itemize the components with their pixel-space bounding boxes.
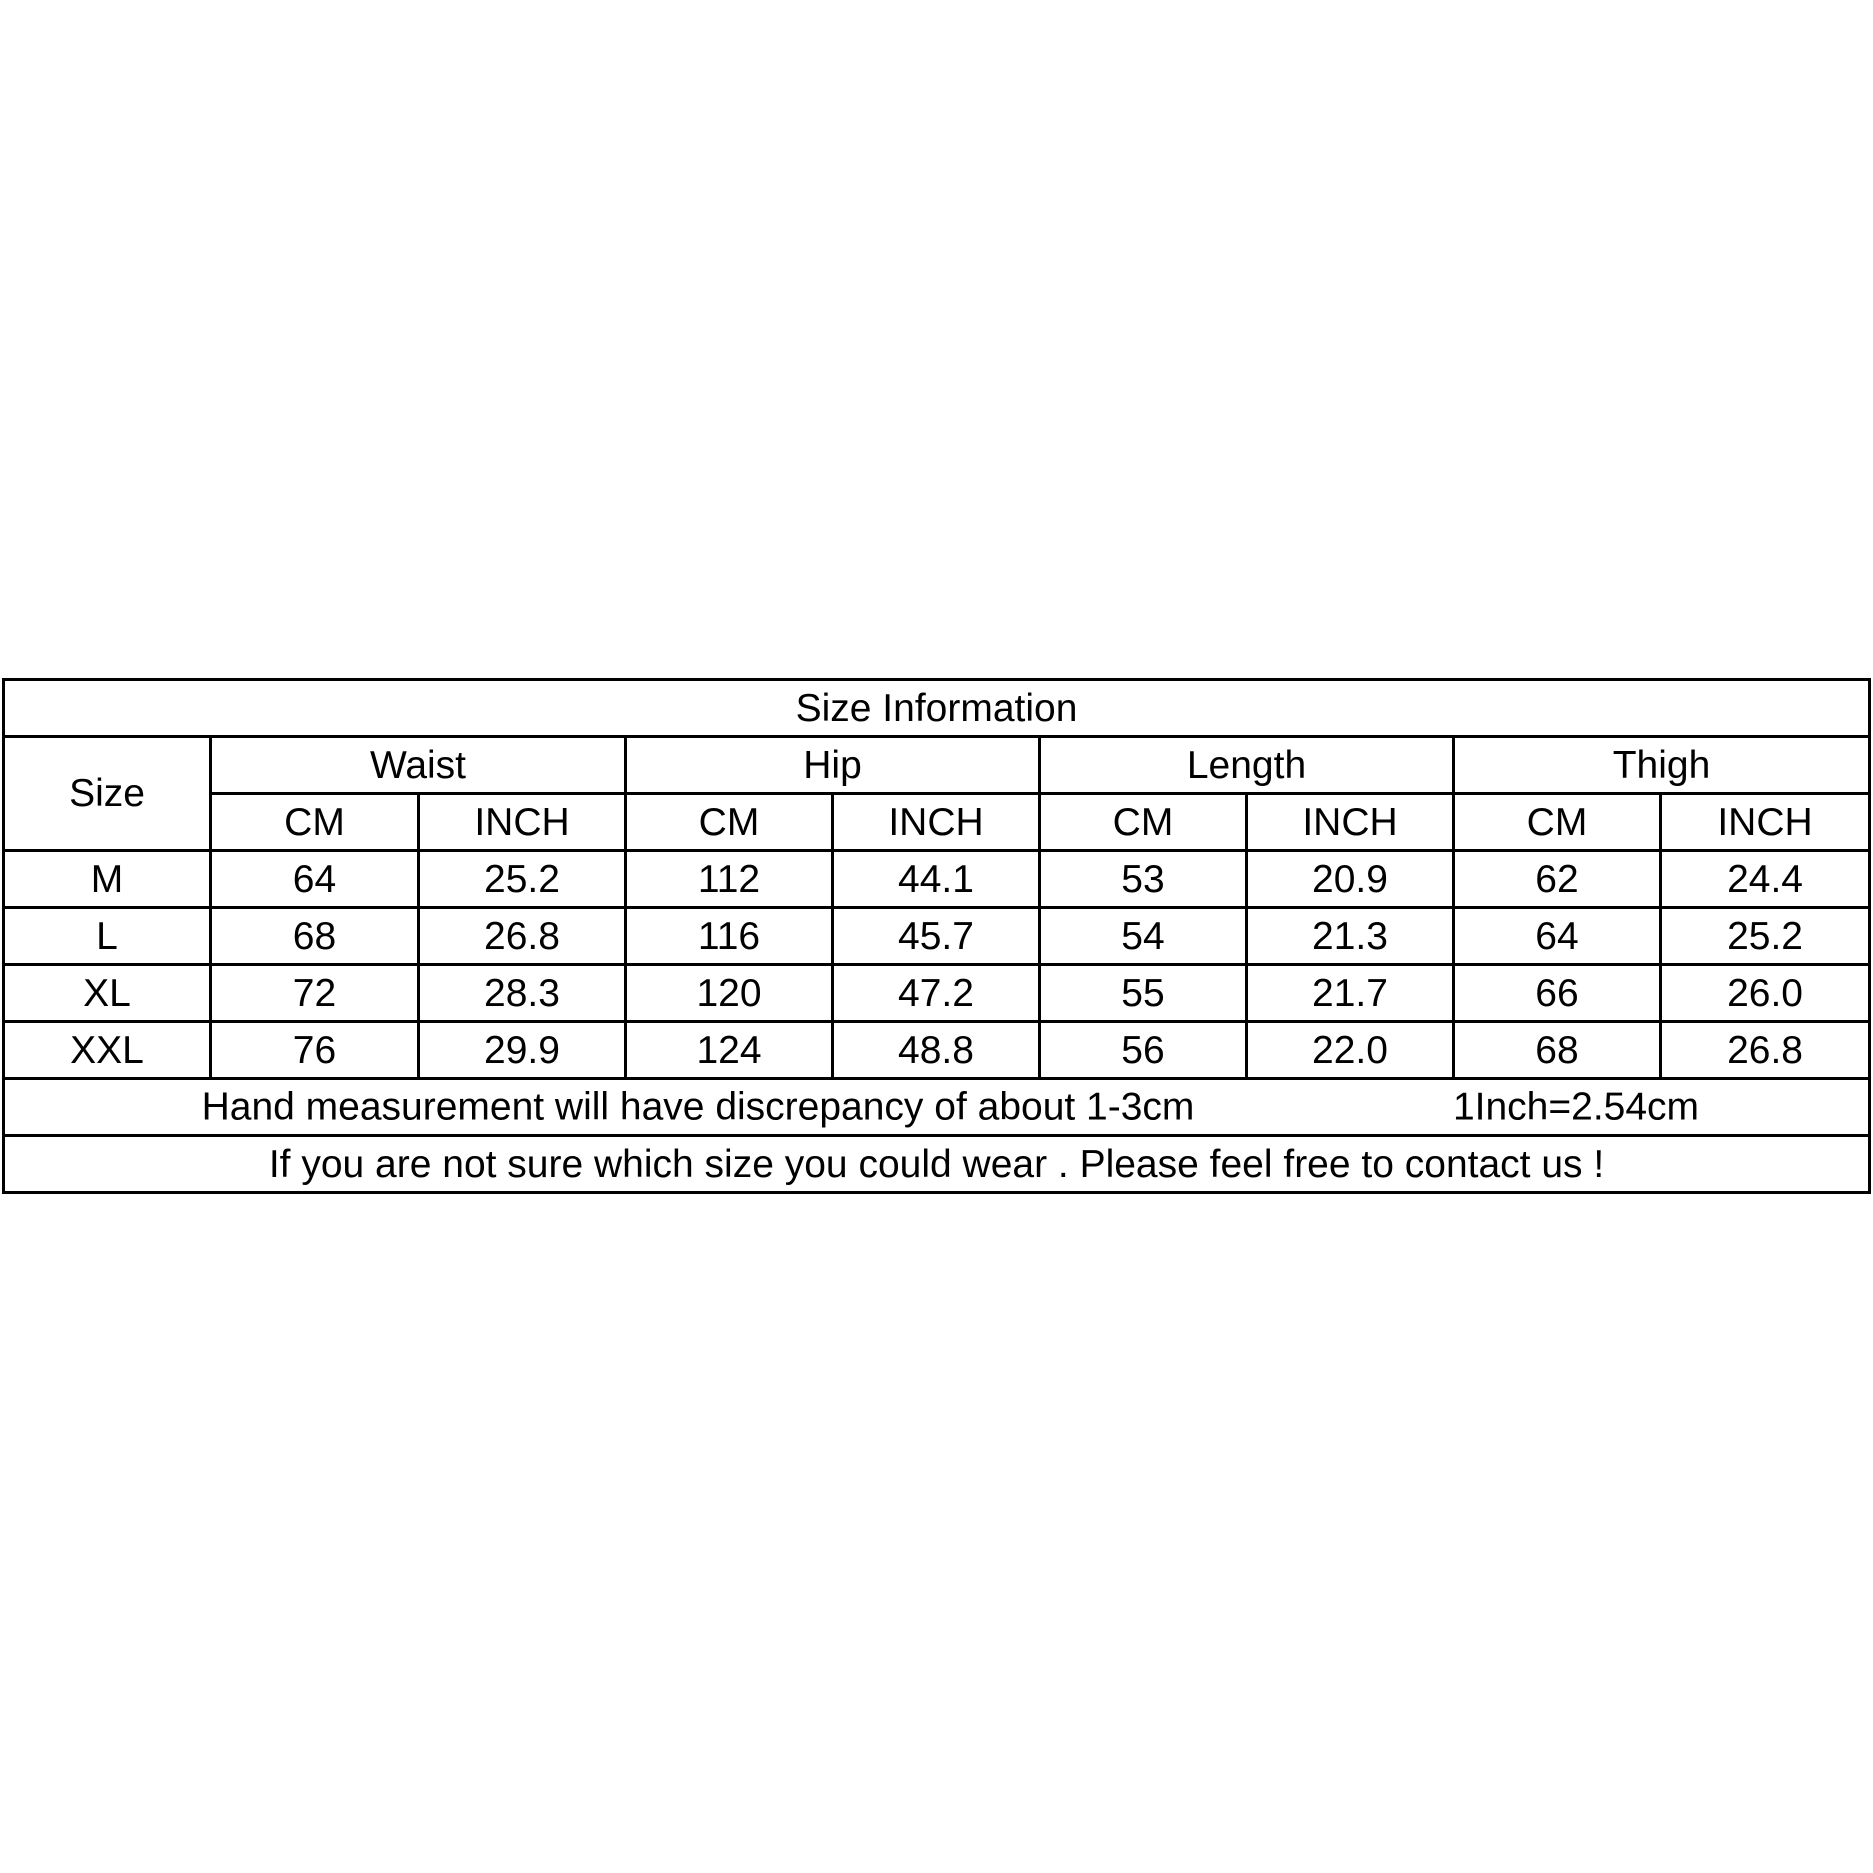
value-cell: 29.9: [419, 1022, 626, 1079]
value-cell: 44.1: [833, 851, 1040, 908]
value-cell: 47.2: [833, 965, 1040, 1022]
value-cell: 48.8: [833, 1022, 1040, 1079]
value-cell: 66: [1454, 965, 1661, 1022]
group-header-hip: Hip: [626, 737, 1040, 794]
value-cell: 54: [1040, 908, 1247, 965]
group-header-waist: Waist: [211, 737, 626, 794]
value-cell: 25.2: [419, 851, 626, 908]
size-cell: L: [4, 908, 211, 965]
value-cell: 25.2: [1661, 908, 1870, 965]
table-row: [4, 965, 1870, 1022]
table-row: [4, 1022, 1870, 1079]
value-cell: 26.8: [1661, 1022, 1870, 1079]
value-cell: 72: [211, 965, 419, 1022]
conversion-note: 1Inch=2.54cm: [1452, 1085, 1700, 1129]
unit-header: CM: [626, 794, 833, 851]
value-cell: 22.0: [1247, 1022, 1454, 1079]
value-cell: 120: [626, 965, 833, 1022]
table-row: [4, 851, 1870, 908]
value-cell: 64: [1454, 908, 1661, 965]
unit-header: CM: [211, 794, 419, 851]
value-cell: 21.3: [1247, 908, 1454, 965]
value-cell: 116: [626, 908, 833, 965]
value-cell: 24.4: [1661, 851, 1870, 908]
value-cell: 124: [626, 1022, 833, 1079]
group-header-length: Length: [1040, 737, 1454, 794]
value-cell: 45.7: [833, 908, 1040, 965]
unit-header: CM: [1454, 794, 1661, 851]
value-cell: 53: [1040, 851, 1247, 908]
value-cell: 56: [1040, 1022, 1247, 1079]
title-row: [4, 680, 1870, 737]
value-cell: 55: [1040, 965, 1247, 1022]
unit-header: INCH: [1661, 794, 1870, 851]
value-cell: 26.0: [1661, 965, 1870, 1022]
unit-header: INCH: [419, 794, 626, 851]
value-cell: 112: [626, 851, 833, 908]
group-header-row: [4, 737, 1870, 794]
note-row: [4, 1079, 1870, 1136]
value-cell: 62: [1454, 851, 1661, 908]
size-cell: XXL: [4, 1022, 211, 1079]
unit-header: CM: [1040, 794, 1247, 851]
value-cell: 64: [211, 851, 419, 908]
size-header: Size: [4, 737, 211, 851]
value-cell: 68: [1454, 1022, 1661, 1079]
group-header-thigh: Thigh: [1454, 737, 1870, 794]
unit-header-row: [4, 794, 1870, 851]
value-cell: 68: [211, 908, 419, 965]
value-cell: 76: [211, 1022, 419, 1079]
value-cell: 26.8: [419, 908, 626, 965]
size-cell: M: [4, 851, 211, 908]
value-cell: 20.9: [1247, 851, 1454, 908]
contact-note: If you are not sure which size you could wear . Please feel free to contact us !: [4, 1136, 1870, 1193]
table-row: [4, 908, 1870, 965]
value-cell: 21.7: [1247, 965, 1454, 1022]
unit-header: INCH: [1247, 794, 1454, 851]
discrepancy-note: Hand measurement will have discrepancy of about 1-3cm: [201, 1085, 1195, 1129]
value-cell: 28.3: [419, 965, 626, 1022]
note-cell: [4, 1079, 1870, 1136]
contact-row: [4, 1136, 1870, 1193]
table-title: Size Information: [4, 680, 1870, 737]
size-chart-table: [2, 678, 1871, 1194]
size-cell: XL: [4, 965, 211, 1022]
unit-header: INCH: [833, 794, 1040, 851]
